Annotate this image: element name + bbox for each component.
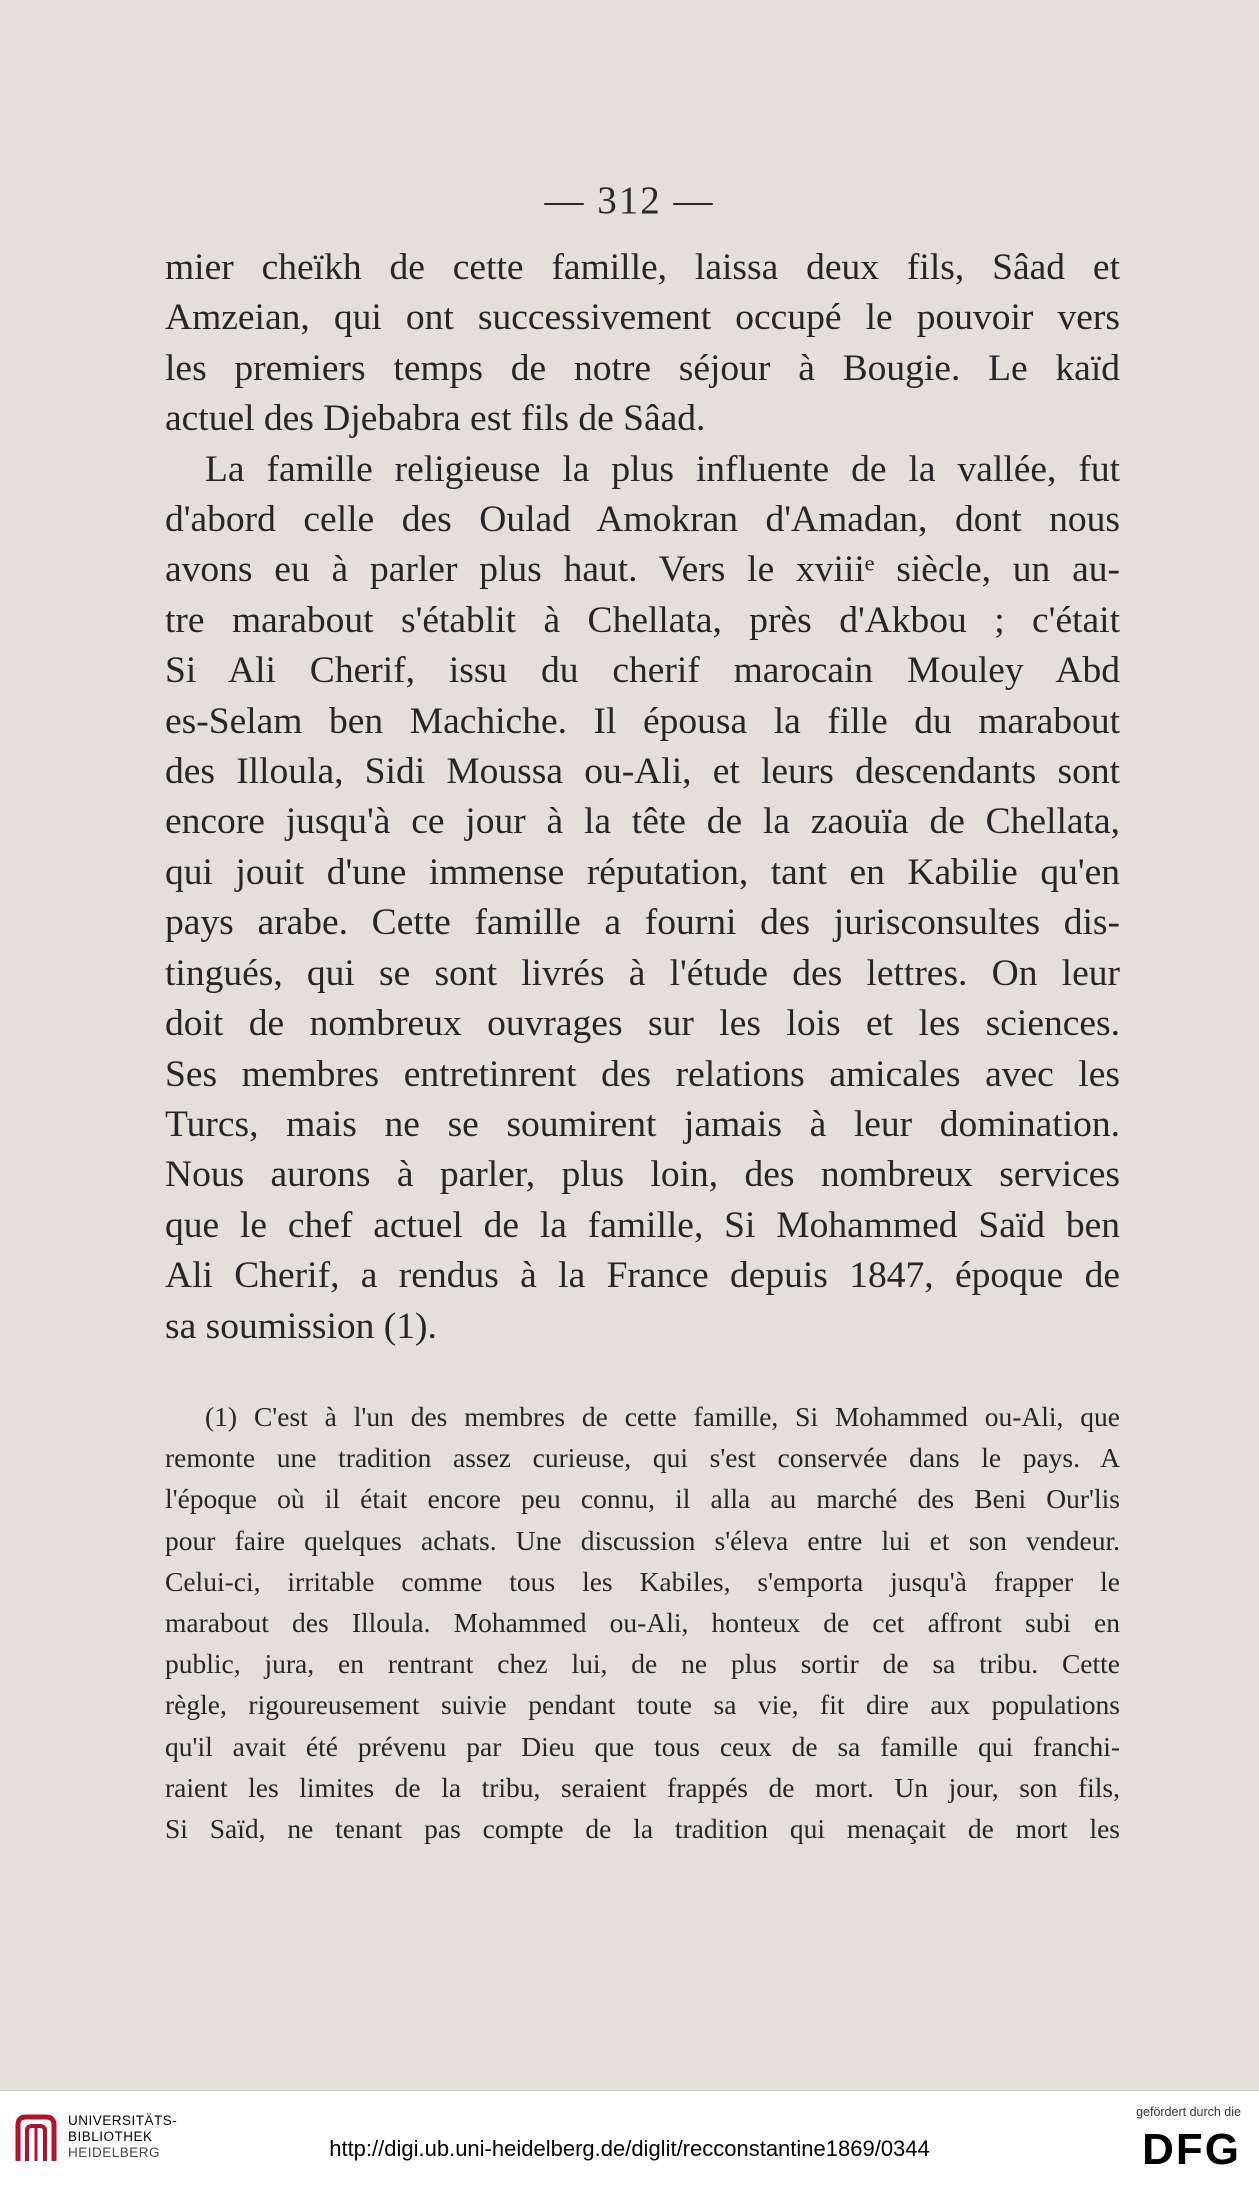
footnote-line: qu'il avait été prévenu par Dieu que tous ceux de sa famille qui franchi-	[165, 1730, 1120, 1762]
footnote-line: pour faire quelques achats. Une discussion s'éleva entre lui et son vendeur.	[165, 1524, 1120, 1556]
library-name-line: HEIDELBERG	[68, 2145, 161, 2160]
footnote-line: marabout des Illoula. Mohammed ou-Ali, honteux de cet affront subi en	[165, 1607, 1120, 1639]
body-line: tre marabout s'établit à Chellata, près d'Akbou ; c'était	[165, 599, 1120, 641]
body-line: des Illoula, Sidi Moussa ou-Ali, et leurs descendants sont	[165, 751, 1120, 793]
body-line: encore jusqu'à ce jour à la tête de la zaouïa de Chellata,	[165, 801, 1120, 843]
body-line: les premiers temps de notre séjour à Bougie. Le kaïd	[165, 347, 1120, 389]
body-line: mier cheïkh de cette famille, laissa deux fils, Sâad et	[165, 247, 1120, 288]
body-line: Amzeian, qui ont successivement occupé le pouvoir vers	[165, 297, 1120, 339]
body-line: tingués, qui se sont livrés à l'étude des lettres. On leur	[165, 952, 1120, 994]
page-number: — 312 —	[544, 179, 715, 222]
body-line: sa soumission (1).	[165, 1305, 437, 1347]
funded-by-label: gefördert durch die	[1136, 2105, 1241, 2119]
body-text	[165, 243, 1120, 1352]
dfg-logo: DFG	[1142, 2125, 1241, 2174]
body-line: pays arabe. Cette famille a fourni des jurisconsultes dis-	[165, 902, 1120, 944]
footnote-line: l'époque où il était encore peu connu, il alla au marché des Beni Our'lis	[165, 1483, 1120, 1515]
footnote-line: (1) C'est à l'un des membres de cette famille, Si Mohammed ou-Ali, que	[205, 1401, 1120, 1432]
footnote-line: raient les limites de la tribu, seraient frappés de mort. Un jour, son fils,	[165, 1771, 1120, 1803]
body-line: doit de nombreux ouvrages sur les lois et les sciences.	[165, 1003, 1120, 1045]
footnote-line: public, jura, en rentrant chez lui, de ne plus sortir de sa tribu. Cette	[165, 1648, 1120, 1680]
library-name-line: BIBLIOTHEK	[68, 2129, 153, 2144]
viewer-footer	[0, 2090, 1259, 2186]
body-line: Turcs, mais ne se soumirent jamais à leur domination.	[165, 1103, 1120, 1145]
footnote-line: règle, rigoureusement suivie pendant toute sa vie, fit dire aux populations	[165, 1689, 1120, 1721]
body-line: actuel des Djebabra est fils de Sâad.	[165, 398, 706, 440]
body-line: Si Ali Cherif, issu du cherif marocain Mouley Abd	[165, 650, 1120, 692]
body-line: d'abord celle des Oulad Amokran d'Amadan, dont nous	[165, 499, 1120, 541]
footnote-line: Si Saïd, ne tenant pas compte de la tradition qui menaçait de mort les	[165, 1813, 1120, 1845]
footnote-line: Celui-ci, irritable comme tous les Kabiles, s'emporta jusqu'à frapper le	[165, 1565, 1120, 1597]
body-line: Nous aurons à parler, plus loin, des nombreux services	[165, 1154, 1120, 1196]
footnote-line: remonte une tradition assez curieuse, qui s'est conservée dans le pays. A	[165, 1442, 1120, 1474]
permalink-url[interactable]: http://digi.ub.uni-heidelberg.de/diglit/recconstantine1869/0344	[329, 2136, 930, 2161]
body-line: avons eu à parler plus haut. Vers le xviiiᵉ siècle, un au-	[165, 549, 1120, 591]
library-name-line: UNIVERSITÄTS-	[68, 2113, 178, 2128]
footnote	[165, 1396, 1120, 1849]
body-line: que le chef actuel de la famille, Si Mohammed Saïd ben	[165, 1204, 1120, 1246]
body-line: es-Selam ben Machiche. Il épousa la fille du marabout	[165, 700, 1120, 742]
body-line: Ali Cherif, a rendus à la France depuis 1847, époque de	[165, 1255, 1120, 1297]
body-line: La famille religieuse la plus influente de la vallée, fut	[205, 448, 1120, 490]
body-line: Ses membres entretinrent des relations amicales avec les	[165, 1053, 1120, 1095]
body-line: qui jouit d'une immense réputation, tant en Kabilie qu'en	[165, 851, 1120, 893]
